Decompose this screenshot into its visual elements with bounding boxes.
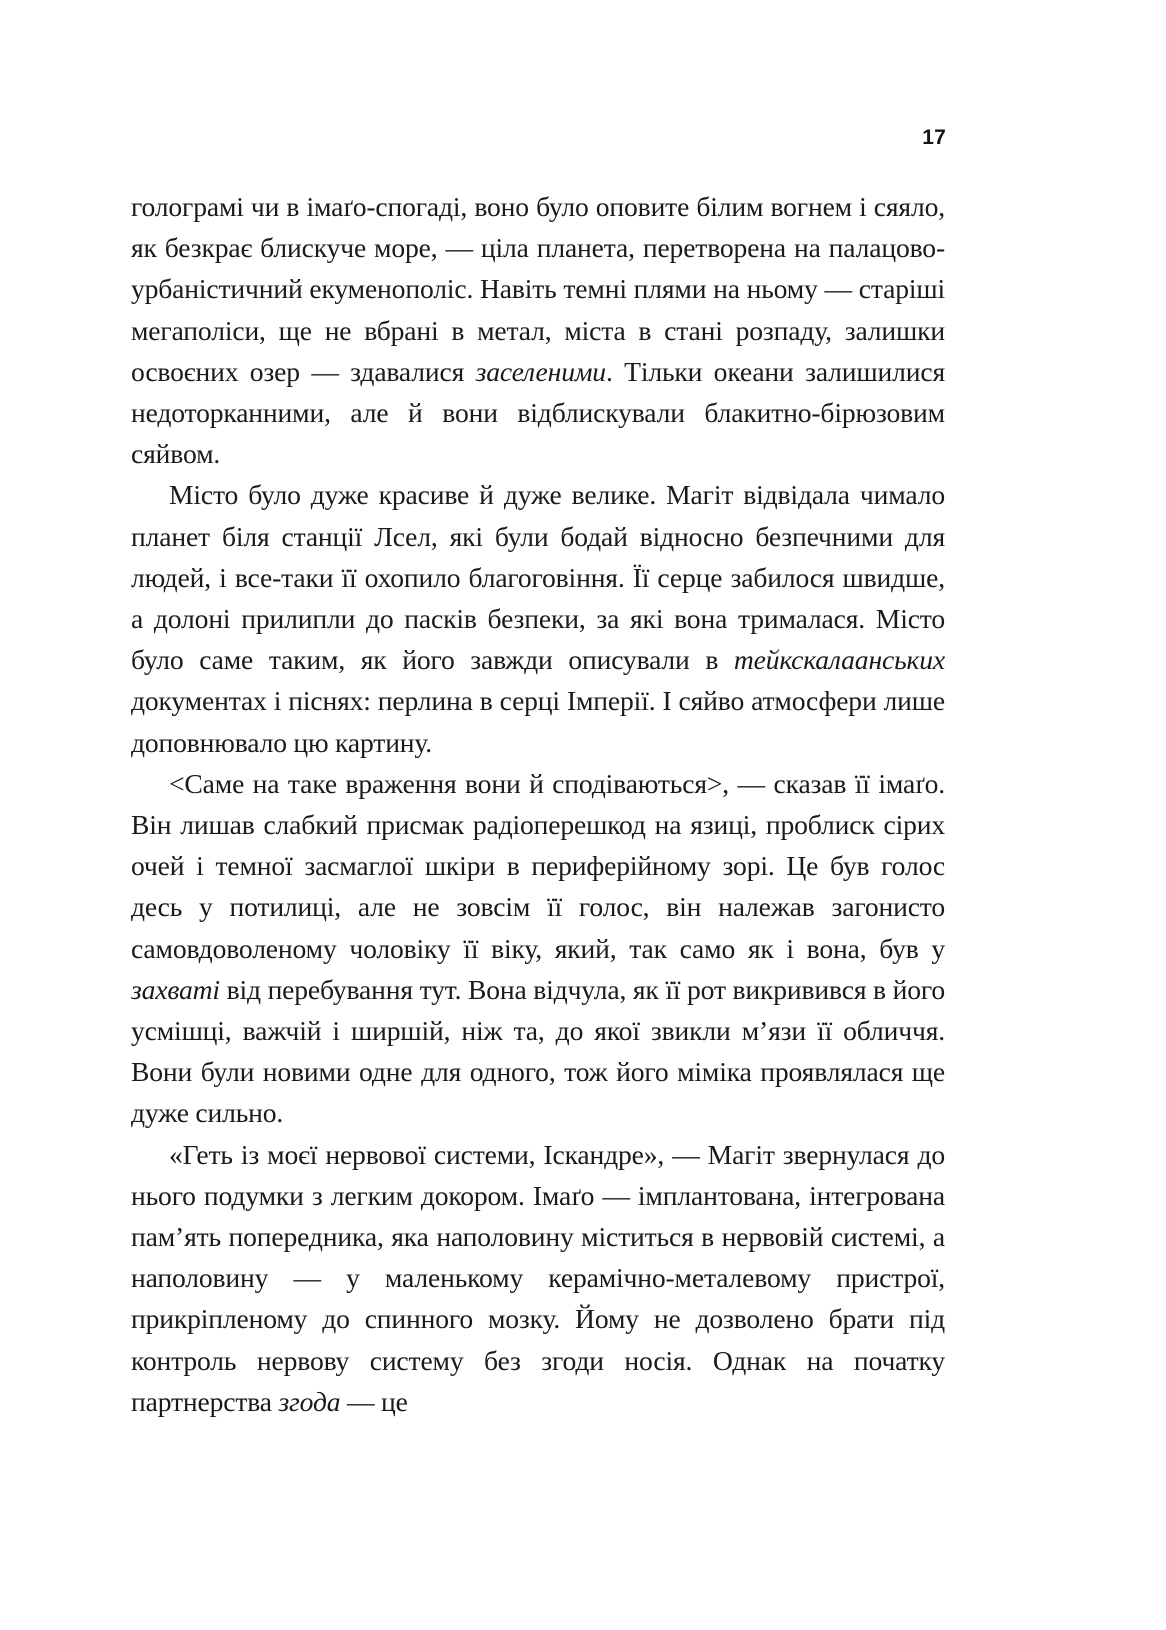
paragraph — [131, 763, 945, 1134]
text-run: Місто було дуже красиве й дуже велике. Магіт відвідала чимало планет біля станції Лсел, які були бодай відносно безпечними для людей, і все-таки її охопило благоговіння. Її серце забилося швидше, а долоні прилипли до пасків безпеки, за які вона трималася. Місто було саме таким, як його завжди описували в — [131, 479, 945, 676]
emphasis-run: тейкскалаанських — [733, 644, 945, 676]
emphasis-run: захваті — [131, 973, 220, 1005]
text-run: від перебування тут. Вона відчула, як її рот викривився в його усмішці, важчій і ширшій, ніж та, до якої звикли м’язи її обличчя. Вони були новими одне для одного, тож його міміка проявлялася ще дуже сильно. — [131, 973, 945, 1129]
text-run: . Тільки океани залишилися недоторканними, але й вони відблискували блакитно-бірюзовим сяйвом. — [131, 355, 946, 470]
text-run: «Геть із моєї нервової системи, Іскандре», — Магіт звернулася до нього подумки з легким докором. Імаґо — імплантована, інтегрована пам’ять попередника, яка наполовину міститься в нервовій системі, а наполовину — у маленькому керамічно-металевому пристрої, прикріпленому до спинного мозку. Йому не дозволено брати під контроль нервову систему без згоди носія. Однак на початку партнерства — [131, 1138, 945, 1417]
paragraph — [131, 1134, 945, 1422]
paragraph — [131, 474, 945, 762]
text-run: <Саме на таке враження вони й сподіваються>, — сказав її імаґо. Він лишав слабкий присмак радіоперешкод на язиці, проблиск сірих очей і темної засмаглої шкіри в периферійному зорі. Це був голос десь у потилиці, але не зовсім її голос, він належав загонисто самовдоволеному чоловіку її віку, який, так само як і вона, був у — [131, 767, 945, 964]
text-run: голограмі чи в імаґо-спогаді, воно було оповите білим вогнем і сяяло, як безкрає блискуче море, — ціла планета, перетворена на палацово-урбаністичний екуменополіс. Навіть темні плями на ньому — старіші мегаполіси, ще не вбрані в метал, міста в стані розпаду, залишки освоєних озер — здавалися — [131, 191, 945, 387]
paragraph — [131, 186, 945, 474]
text-run: документах і піснях: перлина в серці Імперії. І сяйво атмосфери лише доповнювало цю картину. — [131, 685, 945, 758]
emphasis-run: згода — [278, 1385, 341, 1417]
page-number: 17 — [922, 126, 946, 149]
text-run: — це — [340, 1385, 408, 1417]
emphasis-run: заселеними — [475, 355, 606, 387]
body-text-block — [131, 186, 945, 1422]
